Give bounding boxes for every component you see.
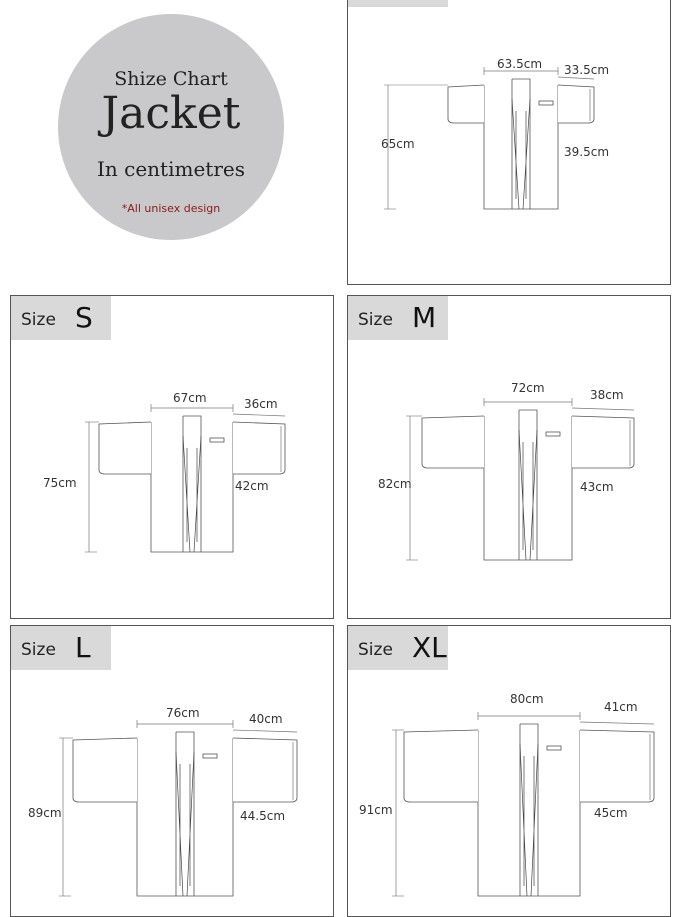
sleeve-arrow [580,722,654,724]
width-measure: 67cm [173,391,207,405]
jacket-drawing [348,296,670,618]
jacket-tag [203,754,217,758]
sleeve-arrow [572,408,634,410]
jacket-lapel [183,436,201,552]
length-measure: 89cm [28,806,62,820]
jacket-tag [210,438,224,442]
panel-size-m [347,295,671,619]
width-measure: 80cm [510,692,544,706]
jacket-body [137,738,233,896]
units-label: In centimetres [97,157,245,181]
panel-size-s [10,295,334,619]
jacket-lapel [512,99,530,209]
sleeve-measure: 40cm [249,712,283,726]
size-word: Size [358,640,393,660]
jacket-body [484,85,558,209]
sleeve-arrow [558,77,594,79]
jacket-body [151,422,233,552]
width-measure: 76cm [166,706,200,720]
jacket-sleeve-right [580,730,654,802]
chart-title: Jacket [101,88,241,139]
width-measure: 72cm [511,381,545,395]
size-word: Size [21,640,56,660]
chart-heading: Shize Chart [114,68,228,90]
sleeve-arrow [233,730,297,732]
panel-size-l [10,625,334,917]
size-code: M [412,301,437,334]
jacket-sleeve-left [422,416,484,468]
length-measure: 82cm [378,477,412,491]
jacket-sleeve-right [233,422,285,474]
cuff-measure: 39.5cm [564,145,610,159]
jacket-lapel [176,752,194,896]
sleeve-arrow [233,414,285,416]
panel-reference [347,0,671,285]
sleeve-measure: 38cm [590,388,624,402]
cuff-measure: 45cm [594,806,628,820]
jacket-tag [546,432,560,436]
jacket-sleeve-left [448,85,484,123]
cuff-measure: 43cm [580,480,614,494]
size-word: Size [358,310,393,330]
length-measure: 65cm [381,137,415,151]
title-badge [58,14,284,240]
cuff-measure: 44.5cm [240,809,286,823]
width-measure: 63.5cm [497,57,543,71]
size-code: XL [412,631,447,664]
sleeve-measure: 33.5cm [564,63,610,77]
sleeve-measure: 41cm [604,700,638,714]
jacket-sleeve-left [404,730,478,802]
jacket-sleeve-left [73,738,137,802]
jacket-sleeve-right [558,85,594,123]
size-word: Size [21,310,56,330]
size-code: L [75,631,91,664]
jacket-tag [547,746,561,750]
jacket-body [478,730,580,896]
jacket-sleeve-left [99,422,151,474]
jacket-body [484,416,572,560]
size-code: S [75,301,93,334]
jacket-lapel [519,430,537,560]
unisex-note: *All unisex design [121,202,221,215]
length-measure: 75cm [43,476,77,490]
jacket-drawing [11,296,333,618]
jacket-tag [539,101,553,105]
sleeve-measure: 36cm [244,397,278,411]
panel-size-xl [347,625,671,917]
length-measure: 91cm [359,803,393,817]
jacket-lapel [520,744,538,896]
jacket-drawing [348,626,670,916]
jacket-sleeve-right [233,738,297,802]
jacket-drawing [11,626,333,916]
cuff-measure: 42cm [235,479,269,493]
jacket-sleeve-right [572,416,634,468]
